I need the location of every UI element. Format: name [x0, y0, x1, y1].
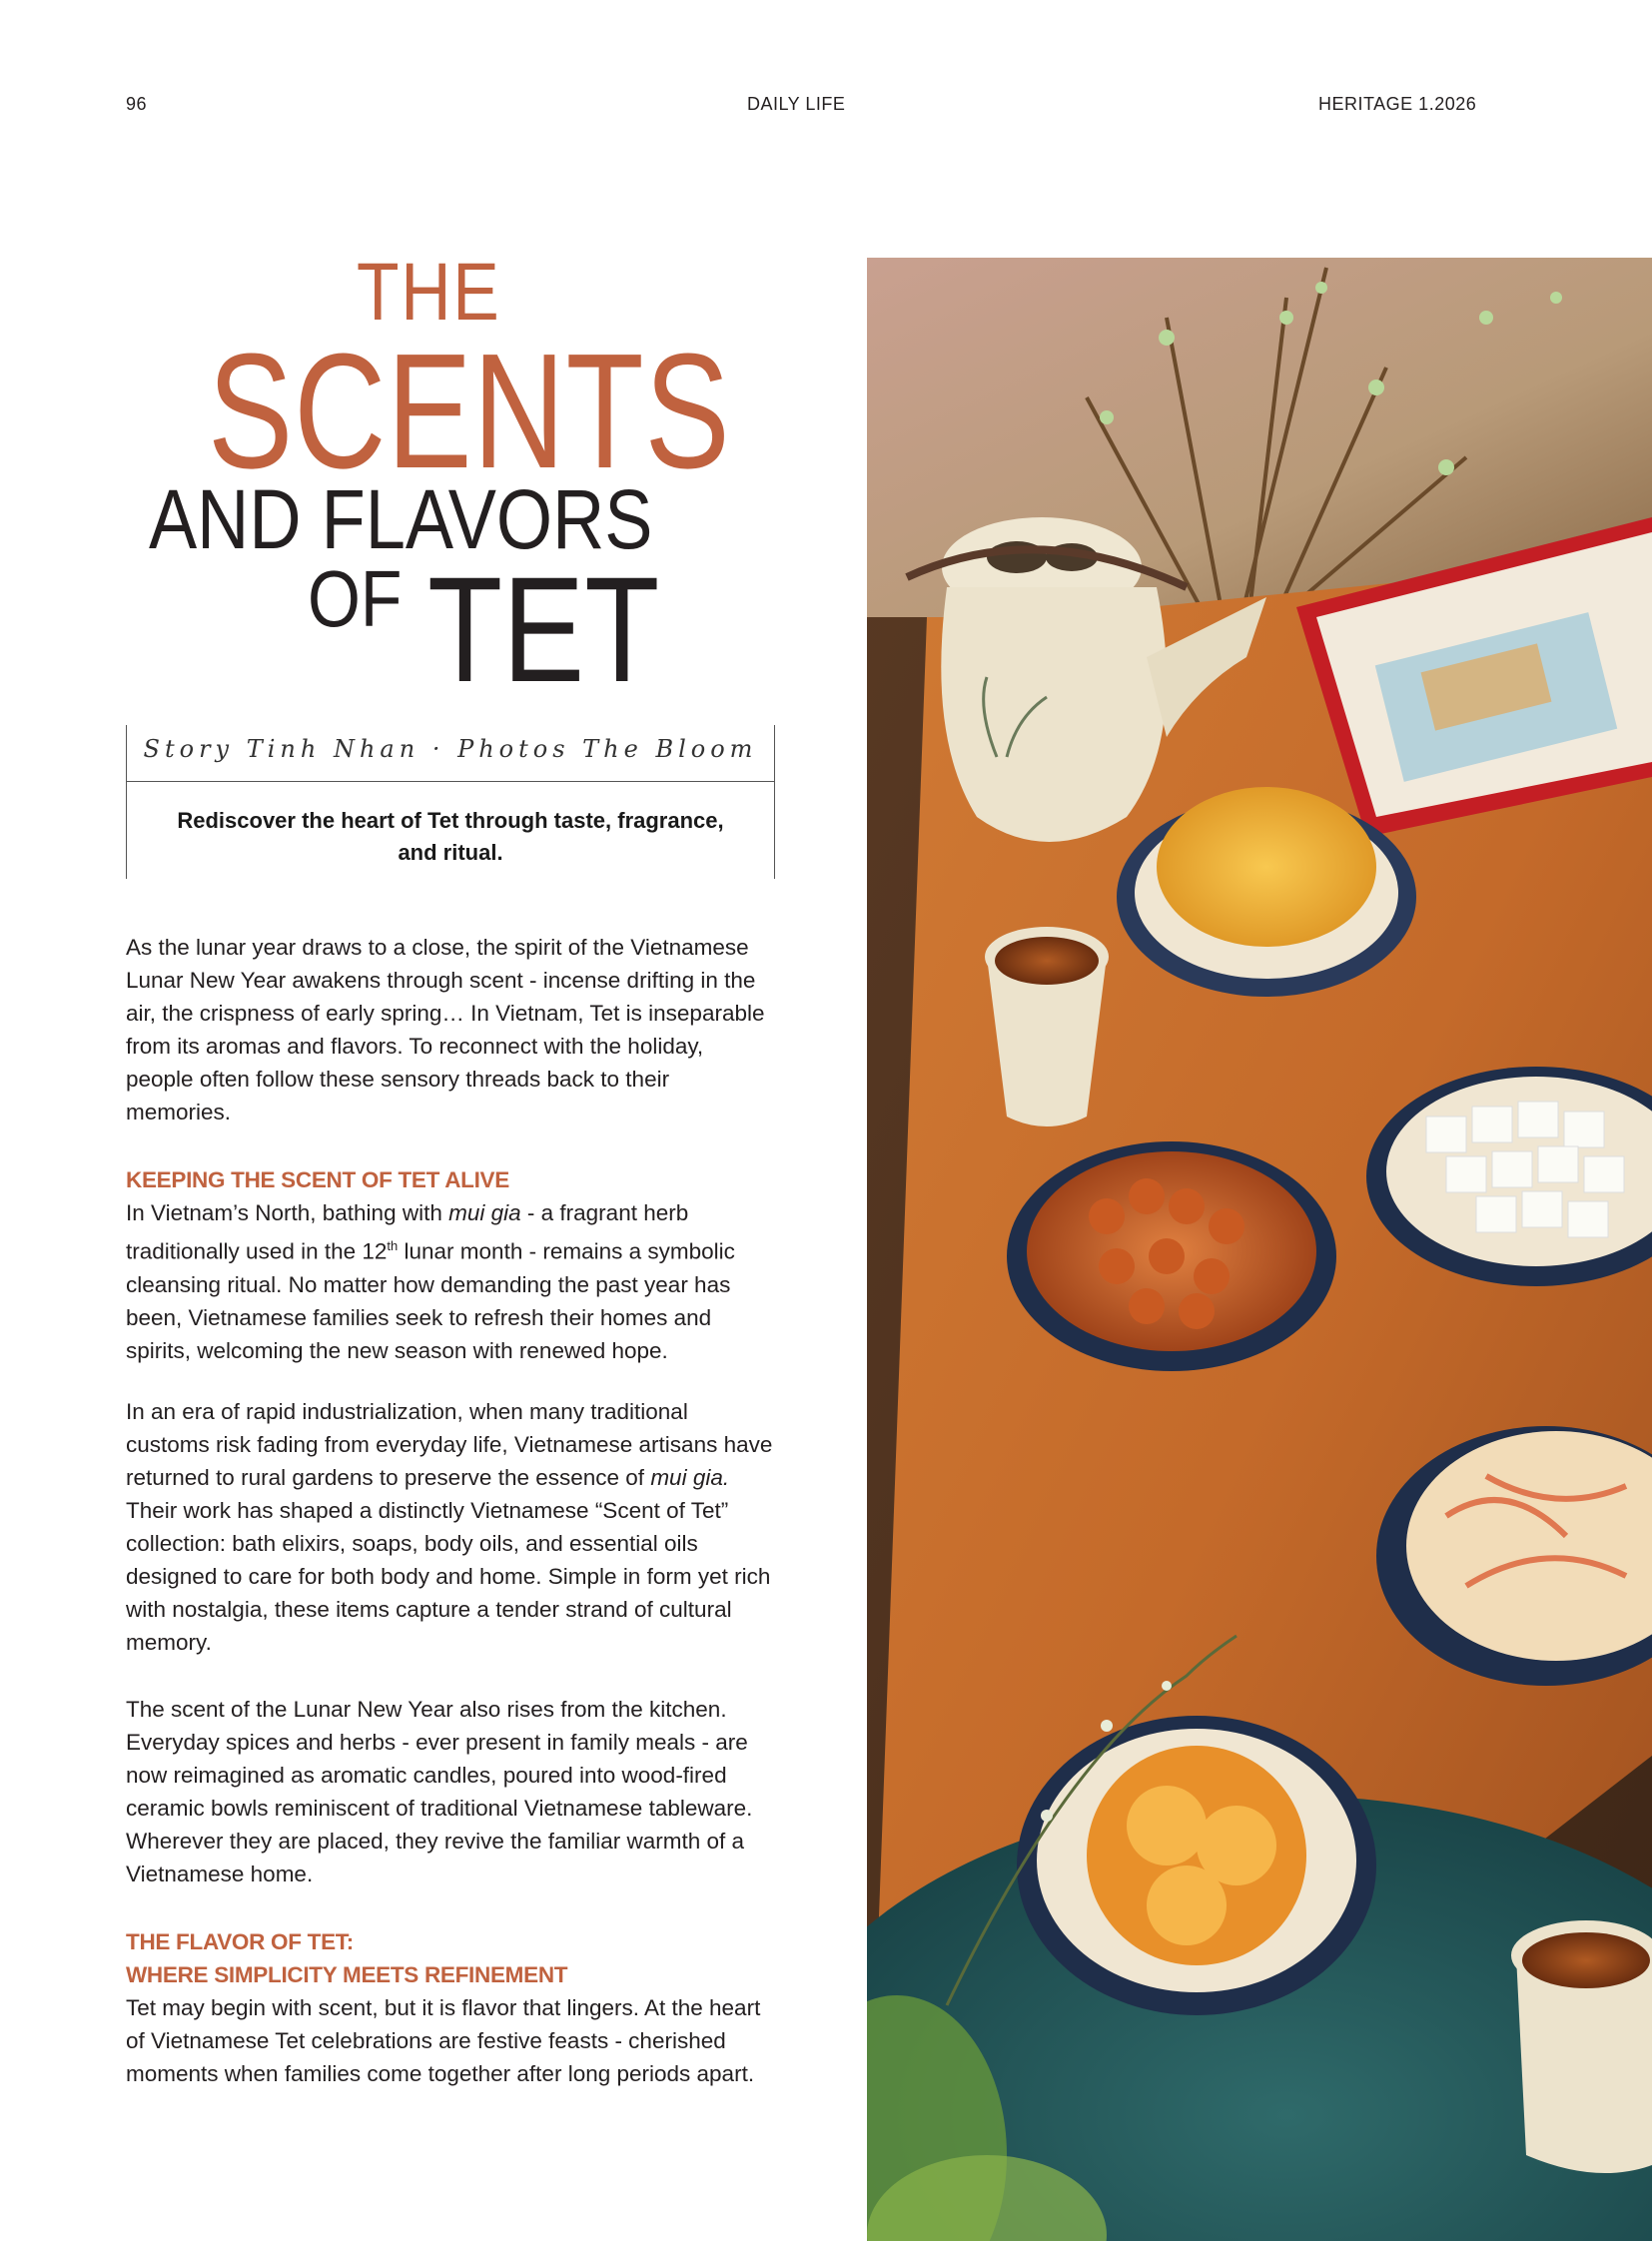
title-of: OF — [308, 554, 403, 643]
text-run: Their work has shaped a distinctly Vietnamese “Scent of Tet” collection: bath elixirs, soaps, body oils, and essential oils designed to care for both body and home. Simple in form yet rich with nostalgia, these items capture a tender strand of cultural memory. — [126, 1498, 771, 1655]
section2-heading-line2: WHERE SIMPLICITY MEETS REFINEMENT — [126, 1962, 568, 1987]
text-run: lunar month - remains a symbolic cleansing ritual. No matter how demanding the past year has been, Vietnamese families seek to refresh their homes and spirits, welcoming the new season with renewed hope. — [126, 1238, 735, 1363]
herb-name: mui gia. — [650, 1465, 730, 1490]
title-and-flavors: AND FLAVORS — [149, 472, 653, 566]
deck: Rediscover the heart of Tet through taste, fragrance, and ritual. — [177, 808, 724, 865]
page-number: 96 — [126, 94, 148, 114]
section1-paragraph-2 — [126, 1395, 775, 1659]
byline-box — [126, 725, 775, 879]
section2-paragraph-1: Tet may begin with scent, but it is flavor that lingers. At the heart of Vietnamese Tet celebrations are festive feasts - cherished moments when families come together after long periods apart. — [126, 1995, 761, 2086]
text-run: In Vietnam’s North, bathing with — [126, 1200, 449, 1225]
text-run: In an era of rapid industrialization, when many traditional customs risk fading from everyday life, Vietnamese artisans have returned to rural gardens to preserve the essence of — [126, 1399, 773, 1490]
intro-paragraph: As the lunar year draws to a close, the spirit of the Vietnamese Lunar New Year awakens through scent - incense drifting in the air, the crispness of early spring… In Vietnam, Tet is inseparable from its aromas and flavors. To reconnect with the holiday, people often follow these sensory threads back to their memories. — [126, 935, 765, 1124]
section2-heading-line1: THE FLAVOR OF TET: — [126, 1929, 354, 1954]
herb-name: mui gia — [448, 1200, 521, 1225]
byline: Story Tinh Nhan · Photos The Bloom — [143, 735, 758, 763]
tet-table-photo — [867, 258, 1652, 2241]
title-tet: TET — [427, 545, 660, 713]
text-run: - a fragrant herb traditionally used in the 12 — [126, 1200, 689, 1264]
section1-paragraph-1 — [126, 1196, 775, 1367]
ordinal-suffix: th — [387, 1238, 399, 1253]
title-the: THE — [357, 247, 501, 338]
divider — [127, 781, 774, 782]
section-label: DAILY LIFE — [747, 94, 846, 114]
section1-heading: KEEPING THE SCENT OF TET ALIVE — [126, 1167, 509, 1192]
section1-paragraph-3: The scent of the Lunar New Year also rises from the kitchen. Everyday spices and herbs - ever present in family meals - are now reimagined as aromatic candles, poured into wood-fired ceramic bowls reminiscent of traditional Vietnamese tableware. Wherever they are placed, they revive the familiar warmth of a Vietnamese home. — [126, 1697, 753, 1886]
title-scents: SCENTS — [208, 320, 731, 502]
issue-label: HERITAGE 1.2026 — [1318, 94, 1477, 114]
